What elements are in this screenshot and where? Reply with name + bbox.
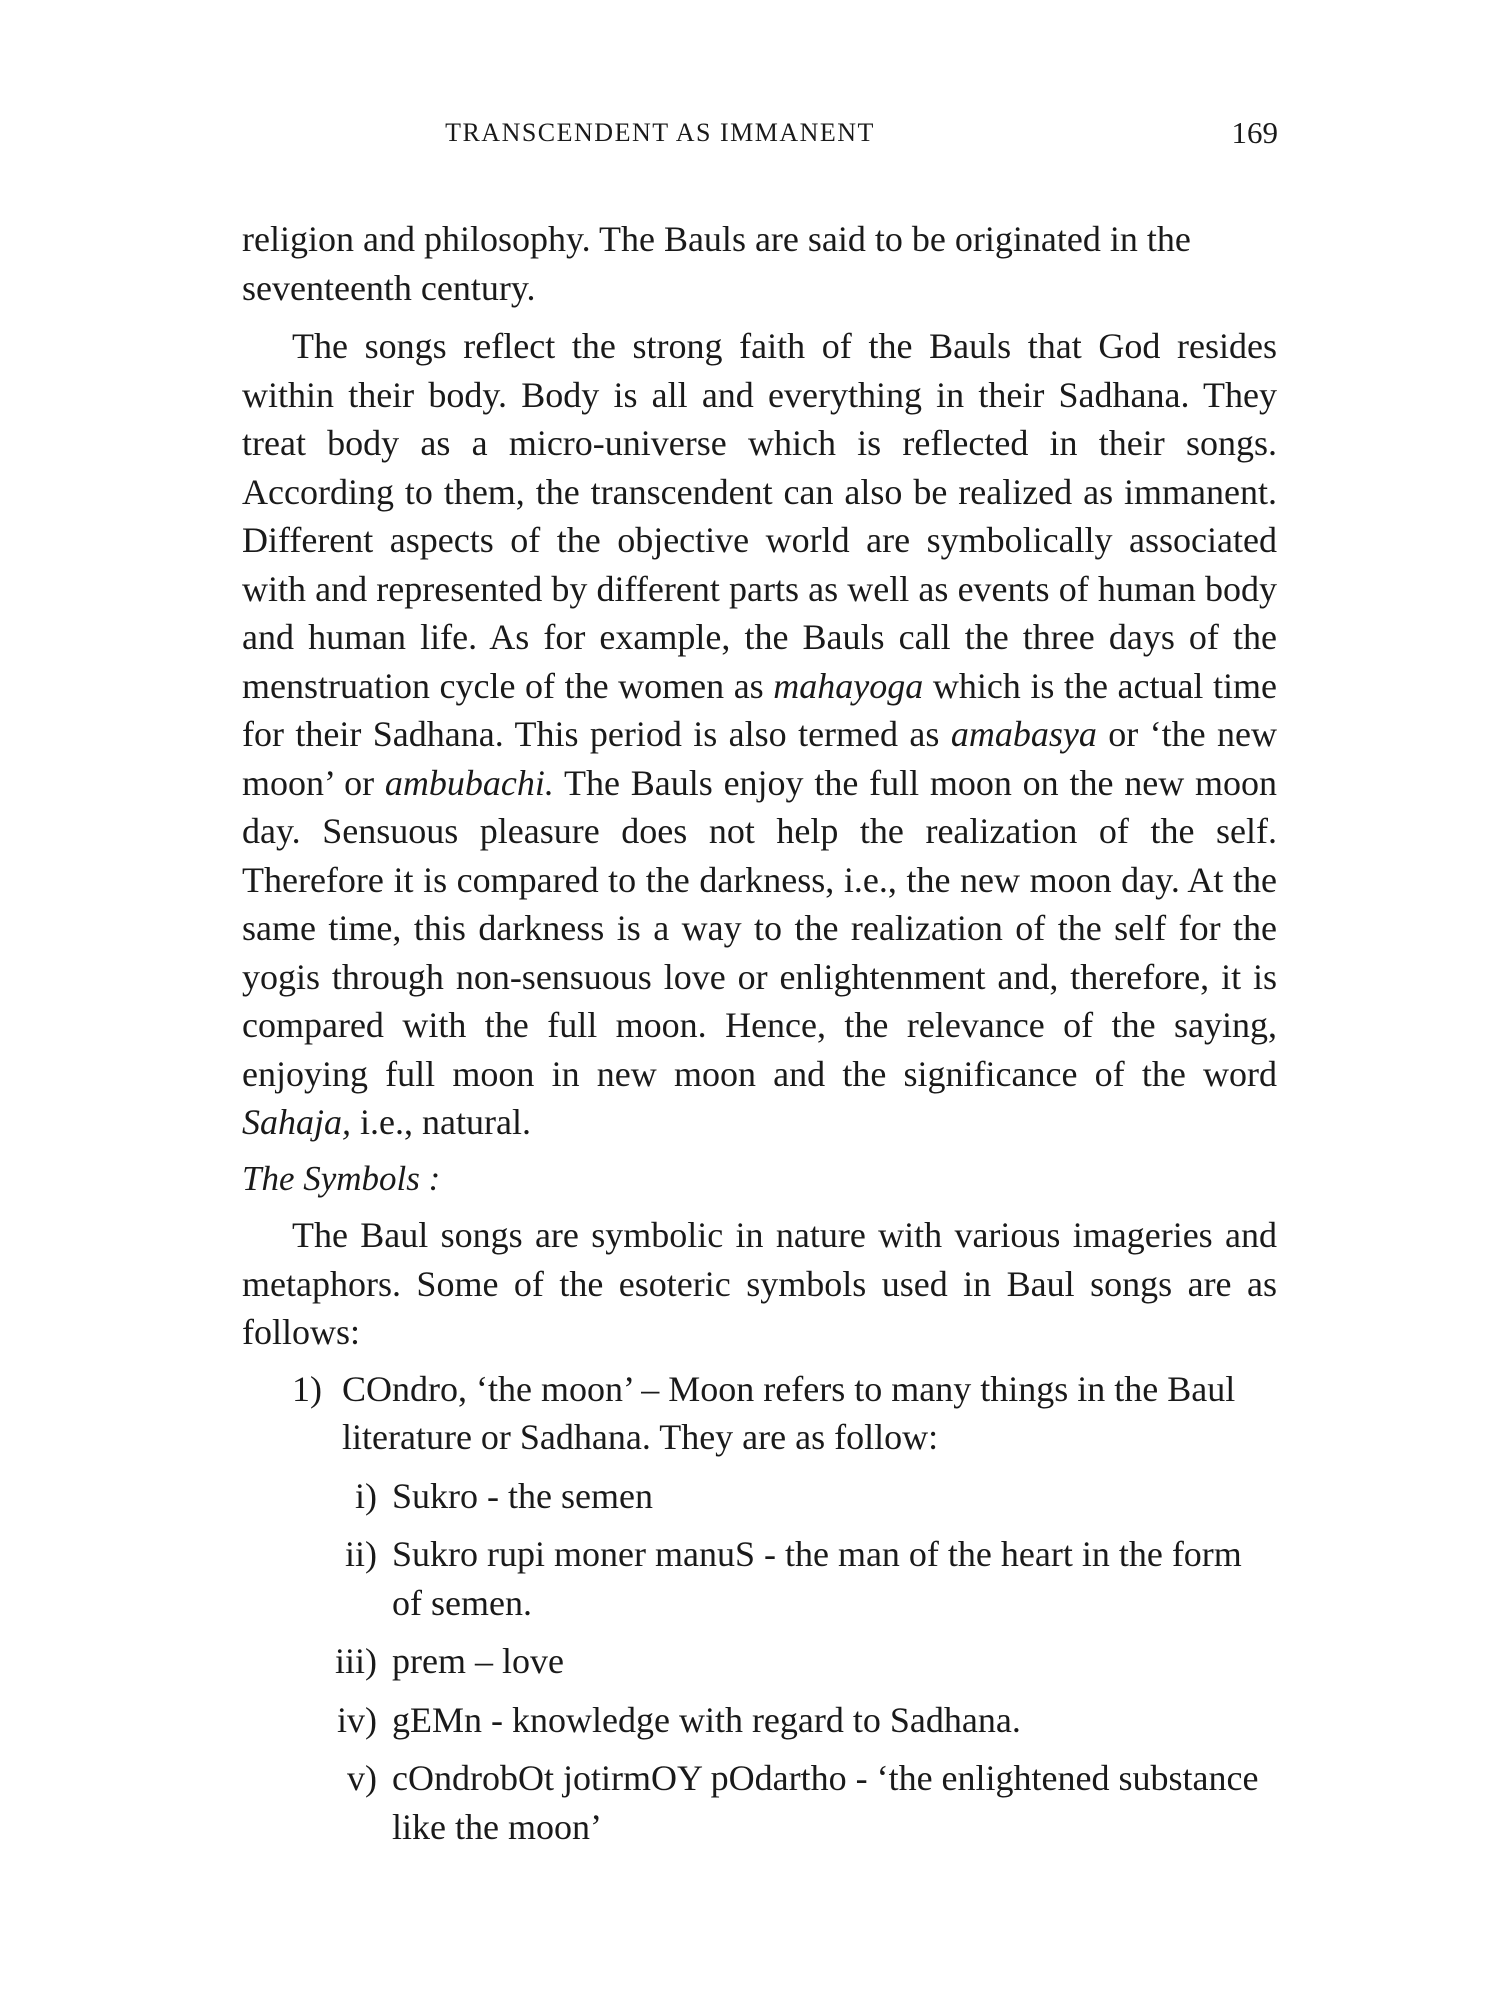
page-header [0,115,1500,158]
section-heading: The Symbols : [242,1158,441,1198]
page-body [242,215,1277,1861]
sub-list-item [242,1472,1277,1521]
sub-list-text: gEMn - knowledge with regard to Sadhana. [392,1699,1021,1740]
list-item-text: COndro, ‘the moon’ – Moon refers to many things in the Baul literature or Sadhana. They are as follow: [342,1368,1236,1457]
paragraph-text: or ‘the new moon’ or [242,714,1278,803]
paragraph-text: i.e., natural. [351,1102,531,1142]
sub-list-text: prem – love [392,1641,564,1681]
italic-term-amabasya: amabasya [950,714,1097,754]
paragraph-text: which is the actual time for their Sadhana. This period is also termed as [242,665,1277,754]
sub-list-text: cOndrobOt jotirmOY pOdartho - ‘the enlightened substance like the moon’ [392,1758,1259,1847]
sub-list-item [242,1637,1277,1686]
paragraph-symbols-intro: The Baul songs are symbolic in nature with various imageries and metaphors. Some of the esoteric symbols used in Baul songs are as follows: [242,1215,1277,1352]
page-number: 169 [1231,115,1278,150]
paragraph-bauls-faith [242,322,1277,1147]
sub-list-marker: iii) [335,1641,377,1681]
paragraph-text: The Bauls enjoy the full moon on the new moon day. Sensuous pleasure does not help the realization of the self. Therefore it is compared to the darkness, i.e., the new moon day. At the same time, this darkness is a way to the realization of the self for the yogis through non-sensuous love or enlightenment and, therefore, it is compared with the full moon. Hence, the relevance of the saying, enjoying full moon in new moon and the significance of the word [242,762,1277,1094]
running-head: TRANSCENDENT AS IMMANENT [445,118,875,147]
sub-list-item [242,1530,1277,1627]
sub-list-text: Sukro - the semen [392,1475,653,1516]
sub-list-marker: iv) [337,1699,377,1740]
sub-list-marker: ii) [345,1534,377,1574]
italic-term-ambubachi: ambubachi. [384,762,554,803]
italic-term-sahaja: Sahaja, [242,1102,352,1142]
sub-list-item [242,1754,1277,1851]
sub-list-marker: v) [347,1758,377,1798]
italic-term-mahayoga: mahayoga [773,665,924,706]
sub-list-marker: i) [355,1475,377,1516]
paragraph-text: The songs reflect the strong faith of the Bauls that God resides within their body. Body is all and everything in their Sadhana. They treat body as a micro-universe which is reflected in their songs. According to them, the transcendent can also be realized as immanent. Different aspects of the objective world are symbolically associated with and represented by different parts as well as events of human body and human life. As for example, the Bauls call the three days of the menstruation cycle of the women as [242,326,1277,706]
sub-list-item [242,1696,1277,1745]
sub-list [242,1472,1277,1852]
paragraph-continued: religion and philosophy. The Bauls are said to be originated in the seventeenth century. [242,219,1191,308]
sub-list-text: Sukro rupi moner manuS - the man of the heart in the form of semen. [392,1534,1242,1623]
list-marker: 1) [292,1368,322,1409]
list-item [242,1365,1277,1462]
